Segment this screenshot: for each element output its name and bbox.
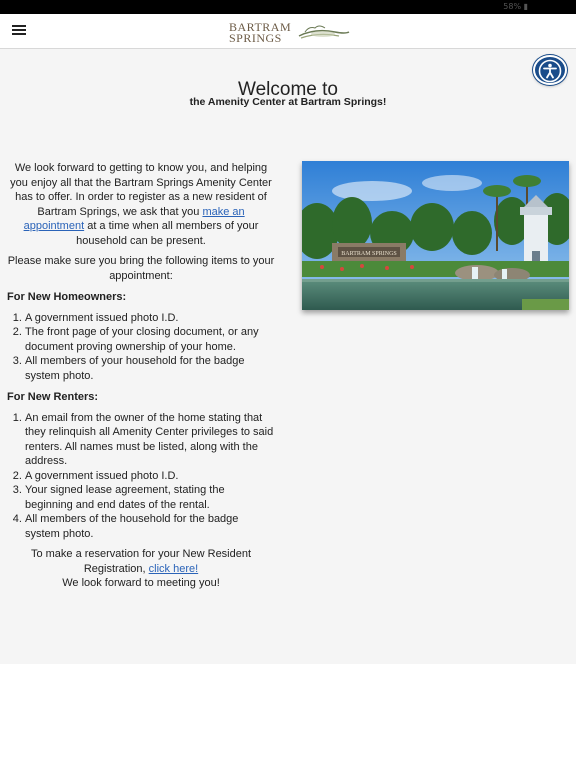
battery-icon: ▮ — [523, 2, 528, 11]
closing-text-1: To make a reservation for your New Resident Registration, — [30, 548, 252, 575]
click-here-link[interactable]: click here! — [148, 562, 199, 575]
photo-sign-text: BARTRAM SPRINGS — [341, 251, 397, 257]
logo-line-2: SPRINGS — [229, 31, 282, 45]
homeowners-heading: For New Homeowners: — [7, 291, 127, 303]
welcome-title: Welcome to — [238, 79, 338, 100]
logo-text — [229, 22, 291, 44]
list-item: 3. Your signed lease agreement, stating the beginning and end dates of the rental. — [25, 483, 275, 512]
list-item: 1. A government issued photo I.D. — [25, 311, 275, 326]
list-item: 1. An email from the owner of the home stating that they relinquish all Amenity Center privileges to said renters. All names must be listed, along with the address. — [25, 411, 275, 469]
battery-status — [503, 2, 528, 12]
list-item: 3. All members of your household for the badge system photo. — [25, 354, 275, 383]
list-item: 2. The front page of your closing document, or any document proving ownership of your home. — [25, 325, 275, 354]
logo-mark-icon — [295, 22, 351, 42]
renters-list — [7, 411, 275, 542]
bartram-springs-logo[interactable] — [229, 22, 349, 48]
amenity-center-photo — [302, 161, 569, 310]
hamburger-menu-icon[interactable] — [12, 25, 28, 39]
site-header — [0, 14, 576, 49]
renters-heading: For New Renters: — [7, 391, 99, 403]
closing-paragraph — [7, 547, 275, 591]
closing-text-2: We look forward to meeting you! — [62, 577, 220, 589]
homeowners-list — [7, 311, 275, 384]
make-appointment-link[interactable]: make an appointment — [23, 205, 245, 232]
battery-percent: 58% — [503, 2, 522, 11]
amenity-center-illustration — [302, 161, 569, 310]
list-item: 2. A government issued photo I.D. — [25, 469, 275, 484]
welcome-subtitle: the Amenity Center at Bartram Springs! — [189, 96, 387, 108]
intro-paragraph — [7, 161, 275, 248]
intro-text-2: at a time when all members of your household can be present. — [76, 220, 259, 247]
status-bar — [0, 0, 576, 14]
list-item: 4. All members of the household for the badge system photo. — [25, 512, 275, 541]
registration-info — [7, 161, 275, 591]
bring-items-text: Please make sure you bring the following items to your appointment: — [7, 255, 275, 282]
intro-text-1: We look forward to getting to know you, and helping you enjoy all that the Bartram Springs Amenity Center has to offer. In order to register as a new resident of Bartram Springs, we ask that you — [10, 162, 272, 218]
logo-line-1: BARTRAM — [229, 20, 292, 34]
